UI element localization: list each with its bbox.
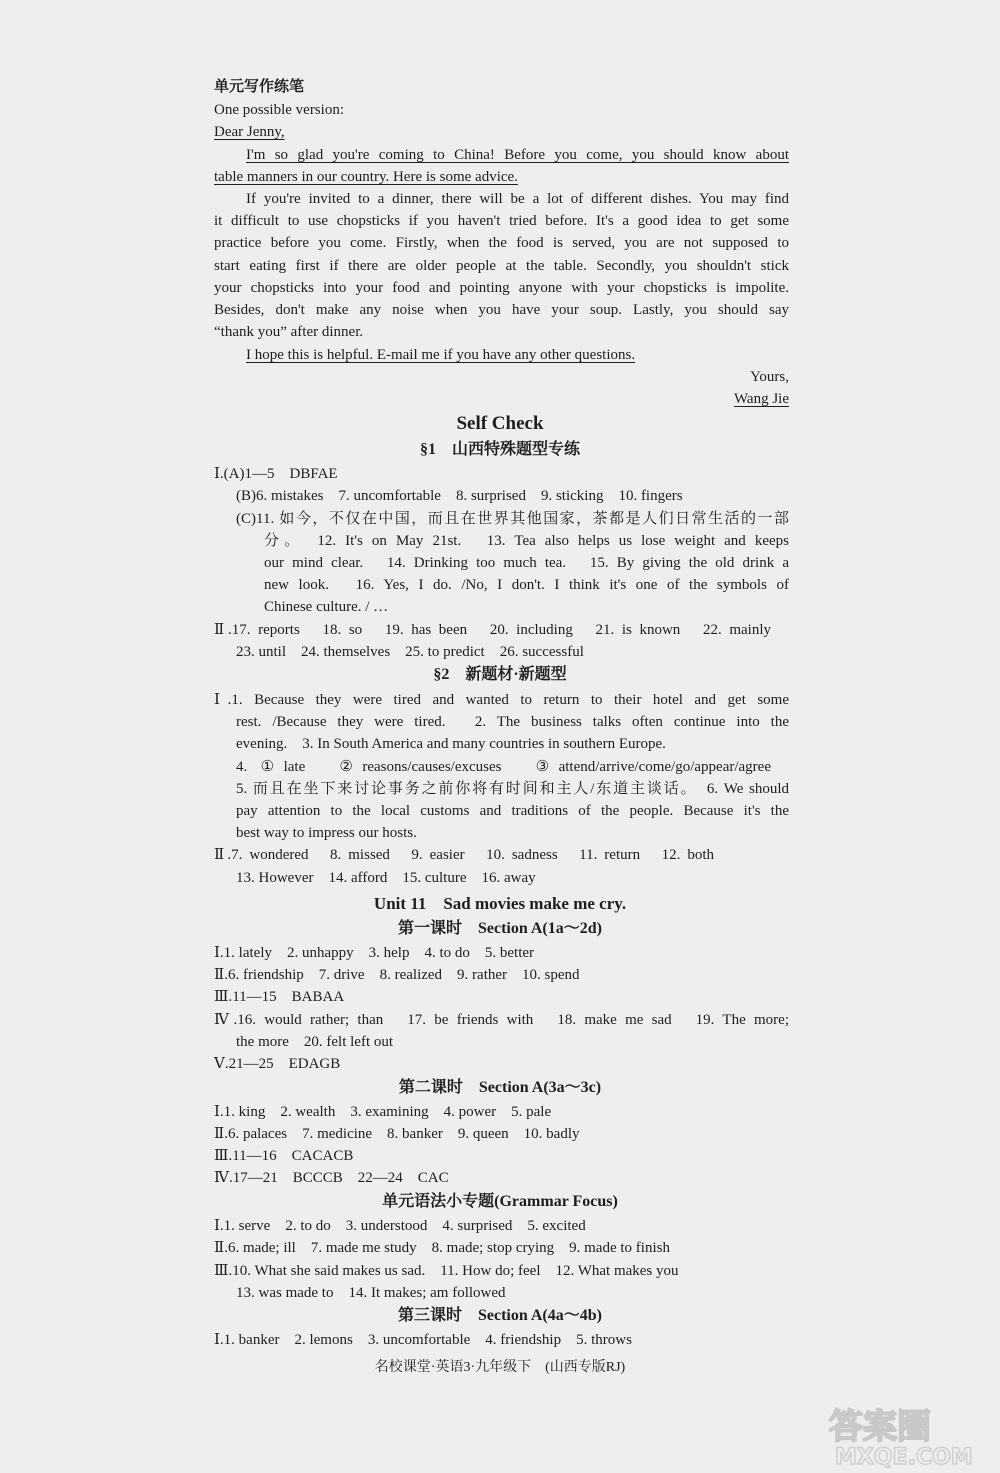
watermark-url: MXQE.COM bbox=[835, 1445, 973, 1468]
answer-line: (B)6. mistakes 7. uncomfortable 8. surprised 9. sticking 10. fingers bbox=[236, 488, 683, 504]
answer-line: Ⅱ.7. wondered 8. missed 9. easier 10. sadness 11. return 12. both bbox=[214, 847, 714, 863]
section-2-title: §2 新题材·新题型 bbox=[433, 666, 567, 683]
lesson-3-title: 第三课时 Section A(4a～4b) bbox=[397, 1307, 602, 1324]
lesson-1-title: 第一课时 Section A(1a～2d) bbox=[397, 920, 602, 937]
writing-p1-line: I'm so glad you're coming to China! Before you come, you should know about bbox=[246, 147, 789, 163]
writing-p2-line: If you're invited to a dinner, there will be a lot of different dishes. You may find bbox=[246, 191, 789, 207]
section-1-title: §1 山西特殊题型专练 bbox=[419, 441, 580, 458]
writing-p3: I hope this is helpful. E-mail me if you have any other questions. bbox=[246, 347, 636, 363]
writing-p2-line: your chopsticks into your food and pointing anyone with your chopsticks is impolite. bbox=[214, 280, 789, 296]
answer-line: Ⅱ.17. reports 18. so 19. has been 20. including 21. is known 22. mainly bbox=[214, 622, 771, 638]
unit-title: Unit 11 Sad movies make me cry. bbox=[373, 894, 627, 913]
writing-p2-line: practice before you come. Firstly, when the food is served, you are not supposed to bbox=[214, 235, 789, 251]
grammar-focus-title: 单元语法小专题(Grammar Focus) bbox=[382, 1193, 618, 1210]
writing-p2-line: Besides, don't make any noise when you have your soup. Lastly, you should say bbox=[214, 302, 789, 318]
watermark-logo bbox=[823, 1400, 993, 1468]
answer-line: rest. /Because they were tired. 2. The business talks often continue into the bbox=[236, 714, 789, 730]
answer-line: Ⅱ.6. made; ill 7. made me study 8. made; stop crying 9. made to finish bbox=[214, 1240, 670, 1256]
answer-line: our mind clear. 14. Drinking too much tea. 15. By giving the old drink a bbox=[264, 555, 789, 571]
answer-line: evening. 3. In South America and many countries in southern Europe. bbox=[236, 736, 666, 752]
answer-line: (C)11. 如今，不仅在中国，而且在世界其他国家，茶都是人们日常生活的一部 bbox=[236, 511, 789, 527]
answer-line: 5. 而且在坐下来讨论事务之前你将有时间和主人/东道主谈话。 6. We should bbox=[236, 781, 789, 797]
answer-line: Ⅰ.1. serve 2. to do 3. understood 4. surprised 5. excited bbox=[214, 1218, 586, 1234]
answer-line: best way to impress our hosts. bbox=[236, 825, 417, 841]
writing-p2-line: start eating first if there are older people at the table. Secondly, you shouldn't stick bbox=[214, 258, 789, 274]
writing-p1-line: table manners in our country. Here is some advice. bbox=[214, 169, 518, 185]
answer-line: Ⅰ.1. banker 2. lemons 3. uncomfortable 4. friendship 5. throws bbox=[214, 1332, 632, 1348]
answer-line: Ⅱ.6. friendship 7. drive 8. realized 9. rather 10. spend bbox=[214, 967, 580, 983]
page-footer: 名校课堂·英语3·九年级下 (山西专版RJ) bbox=[374, 1360, 626, 1375]
answer-line: 23. until 24. themselves 25. to predict 26. successful bbox=[236, 644, 584, 660]
answer-line: Ⅴ.21—25 EDAGB bbox=[214, 1056, 341, 1072]
writing-greeting: Dear Jenny, bbox=[214, 124, 285, 140]
writing-heading: 单元写作练笔 bbox=[214, 79, 305, 95]
answer-line: Ⅰ.1. king 2. wealth 3. examining 4. power 5. pale bbox=[214, 1104, 552, 1120]
self-check-title: Self Check bbox=[456, 413, 544, 434]
answer-line: 4. ①late ②reasons/causes/excuses ③attend/arrive/come/go/appear/agree bbox=[236, 759, 771, 775]
writing-version: One possible version: bbox=[214, 102, 344, 118]
answer-line: Ⅳ.16. would rather; than 17. be friends with 18. make me sad 19. The more; bbox=[214, 1012, 789, 1028]
answer-line: Ⅰ.(A)1—5 DBFAE bbox=[214, 466, 338, 482]
answer-line: Ⅰ.1. lately 2. unhappy 3. help 4. to do 5. better bbox=[214, 945, 535, 961]
answer-line: 分。 12. It's on May 21st. 13. Tea also helps us lose weight and keeps bbox=[264, 533, 789, 549]
writing-signature: Wang Jie bbox=[733, 391, 789, 407]
writing-p2-line: “thank you” after dinner. bbox=[214, 324, 364, 340]
lesson-2-title: 第二课时 Section A(3a～3c) bbox=[398, 1079, 602, 1096]
answer-line: the more 20. felt left out bbox=[236, 1034, 394, 1050]
watermark-logo-graphic bbox=[823, 1400, 993, 1468]
answer-line: pay attention to the local customs and traditions of the people. Because it's the bbox=[236, 803, 789, 819]
answer-line: Ⅲ.10. What she said makes us sad. 11. How do; feel 12. What makes you bbox=[214, 1263, 679, 1279]
writing-closing: Yours, bbox=[750, 369, 789, 385]
answer-line: 13. However 14. afford 15. culture 16. away bbox=[236, 870, 536, 886]
answer-line: Ⅳ.17—21 BCCCB 22—24 CAC bbox=[214, 1170, 449, 1186]
answer-line: Chinese culture. / … bbox=[264, 599, 389, 615]
watermark-logo-text: 答案圈 bbox=[829, 1407, 931, 1447]
answer-line: Ⅰ.1. Because they were tired and wanted to return to their hotel and get some bbox=[214, 692, 789, 708]
answer-line: 13. was made to 14. It makes; am followed bbox=[236, 1285, 506, 1301]
answer-line: Ⅲ.11—15 BABAA bbox=[214, 989, 345, 1005]
answer-line: Ⅱ.6. palaces 7. medicine 8. banker 9. queen 10. badly bbox=[214, 1126, 580, 1142]
answer-line: new look. 16. Yes, I do. /No, I don't. I think it's one of the symbols of bbox=[264, 577, 789, 593]
answer-line: Ⅲ.11—16 CACACB bbox=[214, 1148, 354, 1164]
writing-p2-line: it difficult to use chopsticks if you haven't tried before. It's a good idea to get some bbox=[214, 213, 789, 229]
